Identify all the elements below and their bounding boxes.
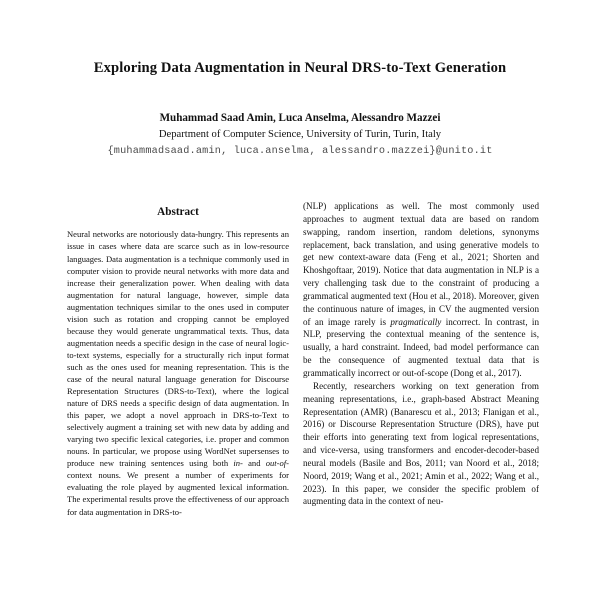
- abstract-text: Neural networks are notoriously data-hungry. This represents an issue in cases where data are scarce such as in low-resource languages. Data augmentation is a technique commonly used in computer vision to provide neural networks with more data and increase their generalization power. When dealing with data augmentation for natural language, however, simple data augmentation techniques similar to the ones used in computer vision such as rotation and cropping cannot be employed because they would generate ungrammatical texts. Thus, data augmentation needs a specific design in the case of neural logic-to-text systems, especially for a structurally rich input format such as the ones used for meaning representation. This is the case of the neural natural language generation for Discourse Representation Structures (DRS-to-Text), where the logical nature of DRS needs a specific design of data augmentation. In this paper, we adopt a novel approach in DRS-to-Text to selectively augment a training set with new data by adding and varying two specific lexical categories, i.e. proper and common nouns. In particular, we propose using WordNet supersenses to produce new training sentences using both in- and out-of-context nouns. We present a number of experiments for evaluating the role played by augmented lexical information. The experimental results prove the effectiveness of our approach for data augmentation in DRS-to-: [67, 229, 289, 517]
- page-title: Exploring Data Augmentation in Neural DRS-to-Text Generation: [93, 60, 507, 76]
- right-column: [303, 200, 539, 600]
- author-list: Muhammad Saad Amin, Luca Anselma, Alessandro Mazzei: [159, 111, 441, 124]
- intro-paragraph-1: (NLP) applications as well. The most commonly used approaches to augment textual data are based on random swapping, random insertion, random deletions, synonyms replacement, back translation, and using generative models to get new context-aware data (Feng et al., 2021; Shorten and Khoshgoftaar, 2019). Notice that data augmentation in NLP is a very challenging task due to the constraint of producing a grammatical augmented text (Hou et al., 2018). Moreover, given the continuous nature of images, in CV the augmented version of an image rarely is pragmatically incorrect. In contrast, in NLP, preserving the contextual meaning of the sentence is, usually, a hard constraint. Indeed, bad model performance can be the consequence of augmented textual data that is grammatically incorrect or out-of-scope (Dong et al., 2017).: [303, 201, 539, 378]
- two-column-body: [0, 200, 600, 600]
- intro-paragraph-2: Recently, researchers working on text generation from meaning representations, i.e., graph-based Abstract Meaning Representation (AMR) (Banarescu et al., 2013; Flanigan et al., 2016) or Discourse Representation Structure (DRS), have put their efforts into generating text from logical representations, and vice-versa, using transformers and encoder-decoder-based neural models (Basile and Bos, 2011; van Noord et al., 2018; Noord, 2019; Wang et al., 2021; Amin et al., 2022; Wang et al., 2023). In this paper, we consider the specific problem of augmenting data in the context of neu-: [303, 380, 539, 507]
- author-emails: {muhammadsaad.amin, luca.anselma, alessandro.mazzei}@unito.it: [107, 145, 493, 157]
- affiliation-line: Department of Computer Science, University of Turin, Turin, Italy: [158, 129, 442, 141]
- paper-header: [0, 0, 600, 158]
- abstract-heading: Abstract: [157, 206, 199, 218]
- left-column: [67, 200, 289, 600]
